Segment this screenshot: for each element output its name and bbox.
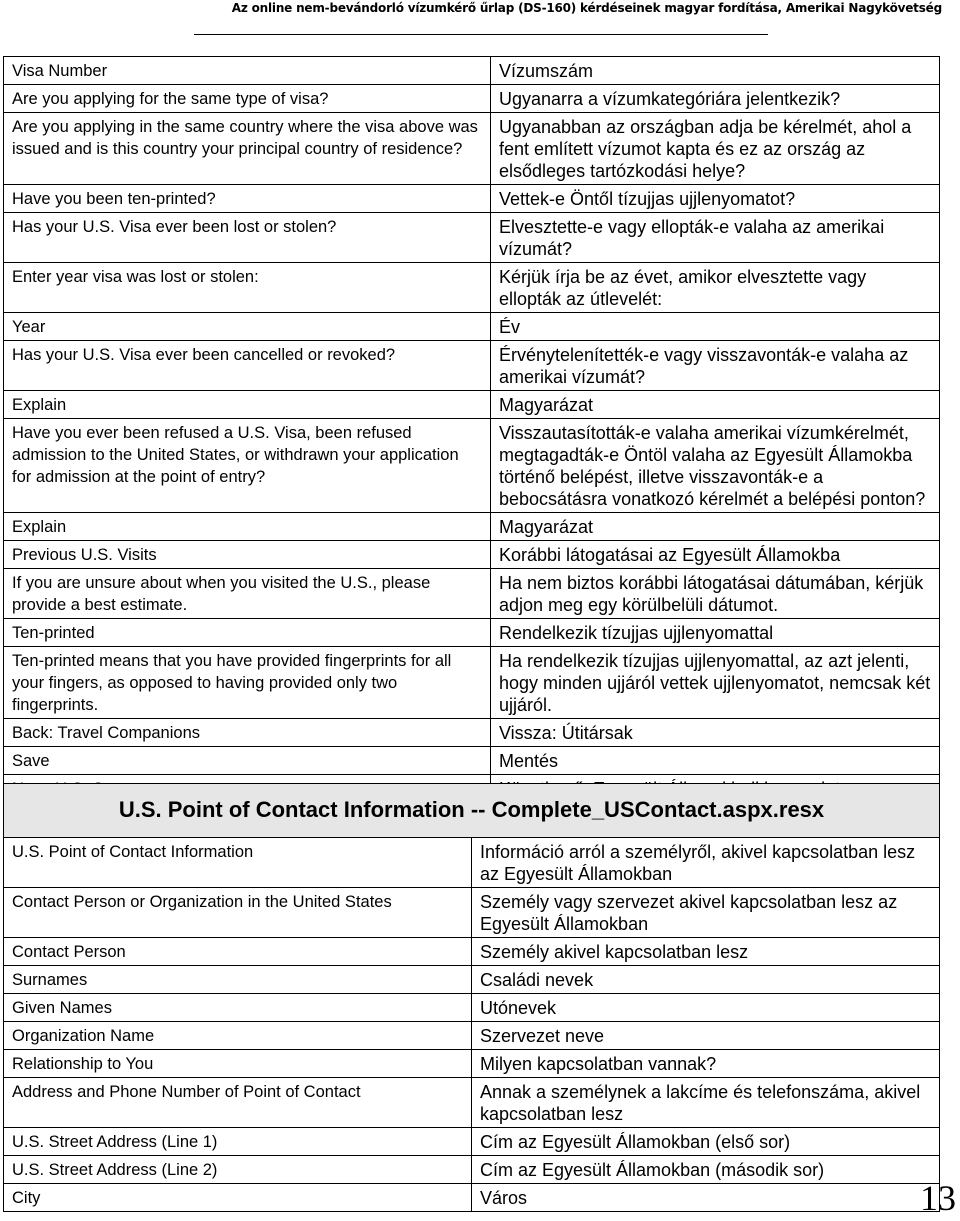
hungarian-cell: Ha rendelkezik tízujjas ujjlenyomattal, az azt jelenti, hogy minden ujjáról vettek ujjlenyomatot, nemcsak két ujjáról. [491, 647, 940, 719]
english-cell: Ten-printed [4, 619, 491, 647]
hungarian-cell: Családi nevek [472, 966, 940, 994]
table-row [4, 85, 940, 113]
english-cell: Surnames [4, 966, 472, 994]
hungarian-cell: Magyarázat [491, 513, 940, 541]
english-cell: Explain [4, 391, 491, 419]
english-cell: Visa Number [4, 57, 491, 85]
table-row [4, 113, 940, 185]
english-cell: Save [4, 747, 491, 775]
table-row [4, 888, 940, 938]
hungarian-cell: Város [472, 1184, 940, 1212]
header-rule [194, 34, 768, 35]
english-cell: Has your U.S. Visa ever been cancelled or revoked? [4, 341, 491, 391]
hungarian-cell: Utónevek [472, 994, 940, 1022]
table-row [4, 1156, 940, 1184]
table-row [4, 391, 940, 419]
hungarian-cell: Elvesztette-e vagy ellopták-e valaha az amerikai vízumát? [491, 213, 940, 263]
table-row [4, 185, 940, 213]
hungarian-cell: Érvénytelenítették-e vagy visszavonták-e valaha az amerikai vízumát? [491, 341, 940, 391]
english-cell: Have you ever been refused a U.S. Visa, been refused admission to the United States, or withdrawn your application for admission at the point of entry? [4, 419, 491, 513]
hungarian-cell: Vettek-e Öntől tízujjas ujjlenyomatot? [491, 185, 940, 213]
hungarian-cell: Vissza: Útitársak [491, 719, 940, 747]
table-row [4, 619, 940, 647]
section-title: U.S. Point of Contact Information -- Complete_USContact.aspx.resx [4, 784, 940, 838]
table-row [4, 747, 940, 775]
hungarian-cell: Kérjük írja be az évet, amikor elvesztette vagy ellopták az útlevelét: [491, 263, 940, 313]
hungarian-cell: Személy vagy szervezet akivel kapcsolatban lesz az Egyesült Államokban [472, 888, 940, 938]
english-cell: City [4, 1184, 472, 1212]
table-row [4, 1022, 940, 1050]
table-row [4, 419, 940, 513]
english-cell: Has your U.S. Visa ever been lost or stolen? [4, 213, 491, 263]
english-cell: Address and Phone Number of Point of Contact [4, 1078, 472, 1128]
english-cell: Year [4, 313, 491, 341]
hungarian-cell: Korábbi látogatásai az Egyesült Államokba [491, 541, 940, 569]
english-cell: Back: Travel Companions [4, 719, 491, 747]
hungarian-cell: Ha nem biztos korábbi látogatásai dátumában, kérjük adjon meg egy körülbelüli dátumot. [491, 569, 940, 619]
english-cell: U.S. Street Address (Line 1) [4, 1128, 472, 1156]
english-cell: Have you been ten-printed? [4, 185, 491, 213]
english-cell: Explain [4, 513, 491, 541]
table-row [4, 1050, 940, 1078]
hungarian-cell: Cím az Egyesült Államokban (második sor) [472, 1156, 940, 1184]
table-row [4, 647, 940, 719]
hungarian-cell: Annak a személynek a lakcíme és telefonszáma, akivel kapcsolatban lesz [472, 1078, 940, 1128]
table-row [4, 541, 940, 569]
hungarian-cell: Rendelkezik tízujjas ujjlenyomattal [491, 619, 940, 647]
hungarian-cell: Milyen kapcsolatban vannak? [472, 1050, 940, 1078]
section-header-row [4, 784, 940, 838]
table-row [4, 213, 940, 263]
page-header: Az online nem-bevándorló vízumkérő űrlap (DS-160) kérdéseinek magyar fordítása, Amerikai Nagykövetség [231, 1, 942, 15]
english-cell: Previous U.S. Visits [4, 541, 491, 569]
table-row [4, 938, 940, 966]
hungarian-cell: Cím az Egyesült Államokban (első sor) [472, 1128, 940, 1156]
english-cell: Enter year visa was lost or stolen: [4, 263, 491, 313]
hungarian-cell: Személy akivel kapcsolatban lesz [472, 938, 940, 966]
english-cell: Contact Person [4, 938, 472, 966]
table-row [4, 1078, 940, 1128]
hungarian-cell: Információ arról a személyről, akivel kapcsolatban lesz az Egyesült Államokban [472, 838, 940, 888]
table-row [4, 513, 940, 541]
english-cell: U.S. Street Address (Line 2) [4, 1156, 472, 1184]
hungarian-cell: Vízumszám [491, 57, 940, 85]
translation-table-contact [3, 783, 940, 1212]
page-number: 13 [920, 1178, 956, 1218]
hungarian-cell: Szervezet neve [472, 1022, 940, 1050]
hungarian-cell: Év [491, 313, 940, 341]
english-cell: Are you applying in the same country where the visa above was issued and is this country your principal country of residence? [4, 113, 491, 185]
table-row [4, 1128, 940, 1156]
table-row [4, 341, 940, 391]
table-row [4, 994, 940, 1022]
hungarian-cell: Ugyanabban az országban adja be kérelmét, ahol a fent említett vízumot kapta és ez az ország az elsődleges tartózkodási helye? [491, 113, 940, 185]
hungarian-cell: Ugyanarra a vízumkategóriára jelentkezik? [491, 85, 940, 113]
table-row [4, 838, 940, 888]
table-row [4, 1184, 940, 1212]
table-row [4, 313, 940, 341]
english-cell: Relationship to You [4, 1050, 472, 1078]
table-row [4, 57, 940, 85]
hungarian-cell: Mentés [491, 747, 940, 775]
english-cell: Are you applying for the same type of visa? [4, 85, 491, 113]
table-row [4, 966, 940, 994]
english-cell: Contact Person or Organization in the United States [4, 888, 472, 938]
english-cell: Ten-printed means that you have provided fingerprints for all your fingers, as opposed to having provided only two fingerprints. [4, 647, 491, 719]
table-row [4, 569, 940, 619]
hungarian-cell: Magyarázat [491, 391, 940, 419]
english-cell: U.S. Point of Contact Information [4, 838, 472, 888]
english-cell: If you are unsure about when you visited the U.S., please provide a best estimate. [4, 569, 491, 619]
table-row [4, 719, 940, 747]
translation-table-top [3, 56, 940, 803]
hungarian-cell: Visszautasították-e valaha amerikai vízumkérelmét, megtagadták-e Öntöl valaha az Egyesült Államokba történő belépést, illetve visszavonták-e a bebocsátásra vonatkozó kérelmét a belépési ponton? [491, 419, 940, 513]
english-cell: Organization Name [4, 1022, 472, 1050]
table-row [4, 263, 940, 313]
english-cell: Given Names [4, 994, 472, 1022]
